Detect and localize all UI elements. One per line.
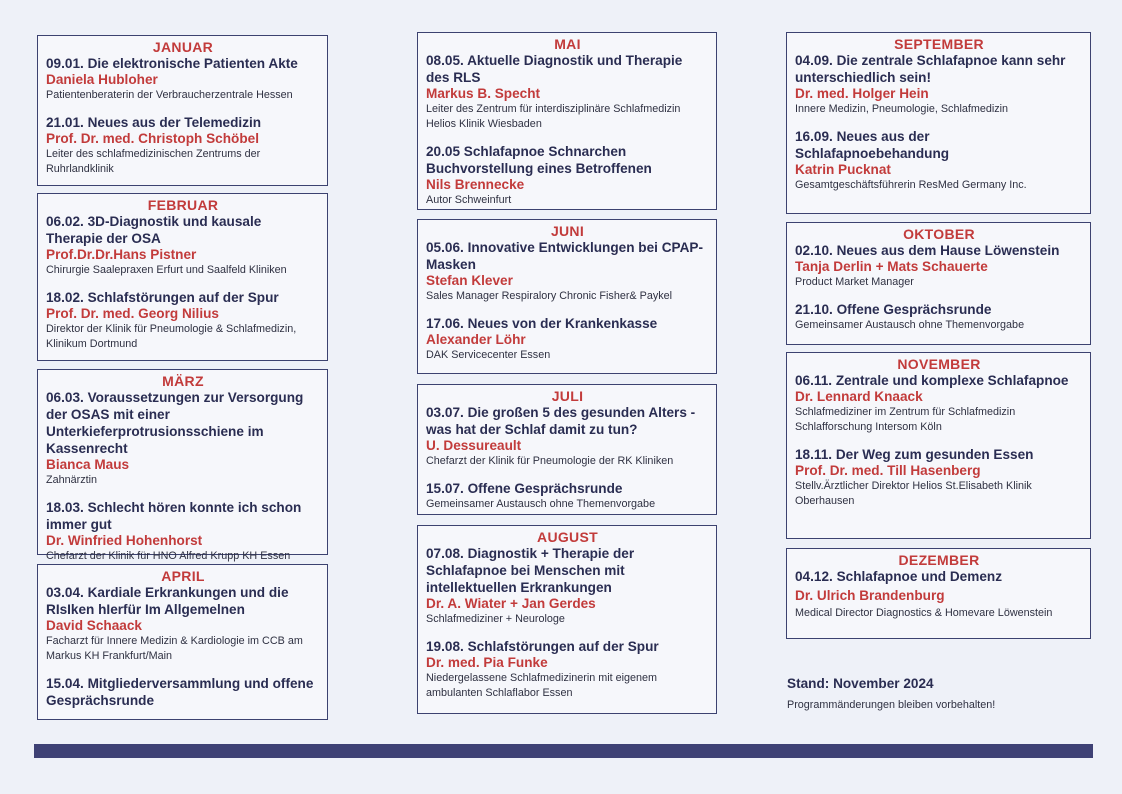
event-speaker: Dr. med. Holger Hein (795, 86, 929, 101)
event-speaker: Prof.Dr.Dr.Hans Pistner (46, 247, 197, 262)
month-heading: NOVEMBER (897, 356, 981, 372)
event-title: 04.12. Schlafapnoe und Demenz (795, 569, 1002, 584)
event (426, 52, 709, 132)
month-box-juli (417, 384, 717, 515)
month-box-maerz (37, 369, 328, 562)
month-box-november (786, 352, 1091, 539)
event (426, 315, 709, 363)
event-title: 06.11. Zentrale und komplexe Schlafapnoe (795, 373, 1069, 388)
event (46, 213, 320, 278)
event-speaker: Alexander Löhr (426, 332, 526, 347)
event-description: Chefarzt der Klinik für Pneumologie der RK Kliniken (426, 455, 674, 467)
event (46, 675, 320, 709)
month-heading: FEBRUAR (147, 197, 219, 213)
event-description: Sales Manager Respiralory Chronic Fisher& Paykel (426, 290, 673, 302)
event-title: 09.01. Die elektronische Patienten Akte (46, 56, 298, 71)
event-description: Stellv.Ärztlicher Direktor Helios St.Elisabeth Klinik Oberhausen (795, 480, 1032, 507)
event-description: Autor Schweinfurt (426, 194, 512, 206)
month-box-dezember (786, 548, 1091, 639)
month-box-september (786, 32, 1091, 214)
event-title: 21.10. Offene Gesprächsrunde (795, 302, 992, 317)
event (795, 242, 1083, 290)
event (46, 55, 320, 103)
event-speaker: Katrin Pucknat (795, 162, 891, 177)
event-description: Patientenberaterin der Verbraucherzentrale Hessen (46, 89, 293, 101)
event-description: Product Market Manager (795, 276, 914, 288)
event (46, 289, 320, 352)
event (426, 638, 709, 701)
event-description: Chirurgie Saalepraxen Erfurt und Saalfeld Kliniken (46, 264, 287, 276)
event-title: 06.03. Voraussetzungen zur Versorgung der OSAS mit einer Unterkieferprotrusionsschiene im Kassenrecht (46, 390, 304, 456)
event-title: 06.02. 3D-Diagnostik und kausale Therapie der OSA (46, 214, 262, 246)
event-description: Facharzt für Innere Medizin & Kardiologie im CCB am Markus KH Frankfurt/Main (46, 635, 303, 662)
event-description: Gemeinsamer Austausch ohne Themenvorgabe (426, 498, 656, 510)
event-description: Direktor der Klinik für Pneumologie & Schlafmedizin, Klinikum Dortmund (46, 323, 297, 350)
event-title: 18.02. Schlafstörungen auf der Spur (46, 290, 279, 305)
event (426, 143, 709, 208)
event-speaker: Daniela Hubloher (46, 72, 158, 87)
event (46, 389, 320, 488)
event (795, 301, 1083, 333)
month-heading: JUNI (550, 223, 585, 239)
event-description: Niedergelassene Schlafmedizinerin mit eigenem ambulanten Schlaflabor Essen (426, 672, 658, 699)
event-description: Chefarzt der Klinik für HNO Alfred Krupp KH Essen (46, 550, 291, 562)
event-title: 18.11. Der Weg zum gesunden Essen (795, 447, 1034, 462)
event-title: 08.05. Aktuelle Diagnostik und Therapie des RLS (426, 53, 683, 85)
event-title: 19.08. Schlafstörungen auf der Spur (426, 639, 659, 654)
event-title: 05.06. Innovative Entwicklungen bei CPAP-Masken (426, 240, 703, 272)
event-speaker: Dr. A. Wiater + Jan Gerdes (426, 596, 596, 611)
month-box-april (37, 564, 328, 720)
event-title: 15.04. Mitgliederversammlung und offene Gesprächsrunde (46, 676, 314, 708)
event-description: Medical Director Diagnostics & Homevare Löwenstein (795, 607, 1053, 619)
event-description: Leiter des schlafmedizinischen Zentrums der Ruhrlandklinik (46, 148, 261, 175)
event-title: 07.08. Diagnostik + Therapie der Schlafapnoe bei Menschen mit intellektuellen Erkrankungen (426, 546, 635, 595)
month-box-juni (417, 219, 717, 374)
event (795, 446, 1083, 509)
status-date: Stand: November 2024 (787, 676, 934, 691)
event-speaker: Prof. Dr. med. Christoph Schöbel (46, 131, 259, 146)
event (795, 52, 1083, 117)
month-heading: JULI (551, 388, 584, 404)
event-description: DAK Servicecenter Essen (426, 349, 551, 361)
month-heading: JANUAR (152, 39, 214, 55)
event-title: 02.10. Neues aus dem Hause Löwenstein (795, 243, 1060, 258)
month-heading: OKTOBER (903, 226, 975, 242)
month-heading: APRIL (161, 568, 205, 584)
event (795, 128, 1083, 193)
event-speaker: Nils Brennecke (426, 177, 525, 192)
event (46, 499, 320, 564)
event-title: 15.07. Offene Gesprächsrunde (426, 481, 623, 496)
event (795, 372, 1083, 435)
event-title: 17.06. Neues von der Krankenkasse (426, 316, 658, 331)
event-title: 20.05 Schlafapnoe Schnarchen Buchvorstellung eines Betroffenen (426, 144, 652, 176)
month-heading: AUGUST (537, 529, 598, 545)
month-heading: DEZEMBER (898, 552, 980, 568)
month-box-januar (37, 35, 328, 186)
event-speaker: Dr. Lennard Knaack (795, 389, 923, 404)
event (795, 568, 1083, 621)
event (426, 545, 709, 627)
event-speaker: U. Dessureault (426, 438, 522, 453)
event-speaker: Bianca Maus (46, 457, 130, 472)
event-speaker: Markus B. Specht (426, 86, 541, 101)
event-description: Schlafmediziner im Zentrum für Schlafmedizin Schlafforschung Intersom Köln (795, 406, 1016, 433)
event (46, 584, 320, 664)
event (426, 404, 709, 469)
month-box-februar (37, 193, 328, 361)
event-speaker: Tanja Derlin + Mats Schauerte (795, 259, 988, 274)
event-description: Gemeinsamer Austausch ohne Themenvorgabe (795, 319, 1025, 331)
event-speaker: Prof. Dr. med. Till Hasenberg (795, 463, 981, 478)
event-description: Gesamtgeschäftsführerin ResMed Germany Inc. (795, 179, 1027, 191)
event-speaker: Dr. Ulrich Brandenburg (795, 588, 945, 603)
event (426, 239, 709, 304)
event-description: Leiter des Zentrum für interdisziplinäre Schlafmedizin Helios Klinik Wiesbaden (426, 103, 681, 130)
event-speaker: Stefan Klever (426, 273, 513, 288)
event-title: 04.09. Die zentrale Schlafapnoe kann sehr unterschiedlich sein! (795, 53, 1066, 85)
program-note: Programmänderungen bleiben vorbehalten! (787, 699, 996, 711)
event (46, 114, 320, 177)
event-speaker: Dr. Winfried Hohenhorst (46, 533, 203, 548)
event-description: Schlafmediziner + Neurologe (426, 613, 565, 625)
event-title: 03.07. Die großen 5 des gesunden Alters - was hat der Schlaf damit zu tun? (426, 405, 696, 437)
event-title: 18.03. Schlecht hören konnte ich schon immer gut (46, 500, 302, 532)
month-box-oktober (786, 222, 1091, 345)
event-title: 16.09. Neues aus der Schlafapnoebehandung (795, 129, 950, 161)
event-speaker: Prof. Dr. med. Georg Nilius (46, 306, 219, 321)
month-heading: MÄRZ (162, 373, 204, 389)
month-box-mai (417, 32, 717, 210)
month-box-august (417, 525, 717, 714)
event-title: 21.01. Neues aus der Telemedizin (46, 115, 262, 130)
event (426, 480, 709, 512)
event-speaker: Dr. med. Pia Funke (426, 655, 548, 670)
event-description: Zahnärztin (46, 474, 98, 486)
month-heading: MAI (554, 36, 581, 52)
event-description: Innere Medizin, Pneumologie, Schlafmedizin (795, 103, 1009, 115)
event-title: 03.04. Kardiale Erkrankungen und die RIsIken hIerfür Im Allgemelnen (46, 585, 289, 617)
event-speaker: David Schaack (46, 618, 142, 633)
month-heading: SEPTEMBER (894, 36, 984, 52)
footer-bar (34, 744, 1093, 758)
